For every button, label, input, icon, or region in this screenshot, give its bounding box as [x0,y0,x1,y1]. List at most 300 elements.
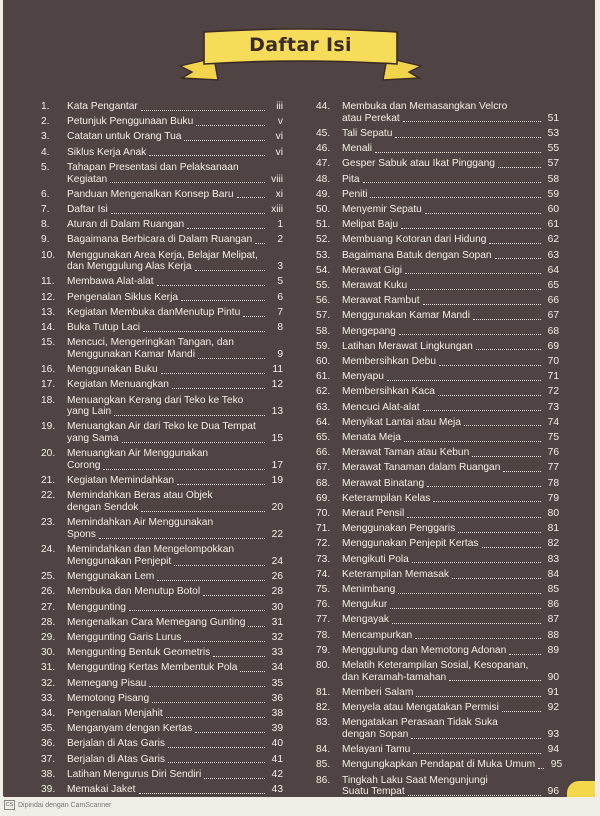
toc-entry-number: 3. [41,131,50,143]
toc-entry-title-line: Latihan Merawat Lingkungan [342,340,473,352]
toc-entry-title-line: Spons [67,529,96,541]
toc-entry-title-line: Mengatakan Perasaan Tidak Suka [342,717,498,729]
toc-entry [316,717,559,740]
toc-entry [316,204,559,216]
book-page [3,0,595,797]
toc-entry-title-line: Merawat Binatang [342,477,425,489]
toc-entry-number: 86. [316,774,331,786]
dot-leader [248,626,265,627]
toc-entry-page: 26 [271,571,283,583]
toc-entry [316,702,559,714]
dot-leader [495,258,541,259]
toc-entry [41,602,283,614]
toc-entry-title-line: Menggunakan Lem [67,571,155,583]
toc-entry [316,759,563,771]
toc-entry-title-line: Menggunakan Penjepit [67,556,172,567]
toc-entry-page: 83 [547,553,559,565]
toc-entry-title-line: Melipat Baju [342,219,399,231]
toc-entry-title-line: dengan Sopan [342,729,409,741]
toc-entry-number: 21. [41,475,56,487]
toc-entry [316,250,559,262]
toc-entry-title-line: Kata Pengantar [67,101,138,112]
toc-entry [316,234,559,246]
toc-entry-number: 44. [316,101,331,112]
dot-leader [412,562,541,563]
toc-entry-title-line: Menggunakan Kamar Mandi [67,348,195,360]
toc-entry [41,517,283,540]
toc-entry-title-line: dengan Sendok [67,502,139,514]
toc-entry-title-line: yang Sama [67,433,119,445]
toc-entry-page: 84 [547,568,559,580]
dot-leader [509,654,541,655]
dot-leader [502,711,541,712]
dot-leader [476,349,541,350]
dot-leader [439,365,541,366]
dot-leader [472,456,541,457]
toc-entry-title-line: Menganyam dengan Kertas [67,723,193,735]
toc-entry-number: 2. [41,116,50,128]
toc-entry-page: 71 [547,371,559,383]
toc-entry-number: 63. [316,401,331,413]
toc-entry-number: 53. [316,249,331,261]
dot-leader [489,243,541,244]
dot-leader [449,680,541,681]
toc-entry-title-line: Menuangkan Kerang dari Teko ke Teko [67,394,244,406]
toc-entry-page: 74 [547,416,559,428]
dot-leader [168,747,265,748]
toc-entry-title-line: Menyapu [342,371,384,383]
toc-entry [41,708,283,720]
toc-entry-number: 10. [41,249,56,261]
toc-entry-number: 28. [41,616,56,628]
toc-entry-number: 69. [316,492,331,504]
toc-entry-page: 89 [547,644,559,656]
toc-entry-page: 12 [271,379,283,391]
toc-entry-number: 36. [41,738,56,750]
toc-entry-number: 32. [41,677,56,689]
toc-entry-number: 13. [41,306,56,318]
toc-entry-number: 57. [316,310,331,322]
toc-entry-title-line: Membersihkan Debu [342,355,436,367]
toc-entry-page: 68 [547,325,559,337]
toc-entry-number: 55. [316,279,331,291]
toc-entry-title-line: Catatan untuk Orang Tua [67,131,182,143]
toc-entry [41,116,283,128]
dot-leader [413,753,541,754]
toc-entry-page: 86 [547,599,559,611]
toc-entry-page: 6 [277,291,283,303]
toc-entry-number: 37. [41,753,56,765]
toc-entry [316,265,559,277]
toc-entry-number: 17. [41,379,56,391]
toc-entry-page: 36 [271,692,283,704]
dot-leader [498,167,541,168]
toc-entry [41,784,283,796]
toc-entry-title-line: Mengepang [342,325,396,337]
dot-leader [152,702,265,703]
toc-entry-title-line: Memindahkan Air Menggunakan [67,517,214,529]
dot-leader [375,152,541,153]
dot-leader [166,717,265,718]
dot-leader [390,608,541,609]
toc-entry [41,162,283,185]
toc-entry-title-line: Membuka dan Memasangkan Velcro [342,101,508,112]
toc-entry-number: 71. [316,523,331,535]
toc-entry-page: 94 [547,744,559,756]
toc-entry-page: 66 [547,295,559,307]
dot-leader [213,656,265,657]
toc-entry-page: vi [275,146,283,158]
toc-entry-title-line: dan Menggulung Alas Kerja [67,261,192,273]
dot-leader [240,671,265,672]
toc-entry-title-line: Menggunakan Area Kerja, Belajar Melipat, [67,249,258,261]
toc-entry-number: 82. [316,702,331,714]
toc-entry-title-line: Membuka dan Menutup Botol [67,586,201,598]
toc-entry-title-line: Menggunting Kertas Membentuk Pola [67,662,238,674]
toc-entry-title-line: Corong [67,460,101,472]
toc-entry [41,307,283,319]
toc-entry-page: 67 [547,310,559,322]
toc-entry-page: 13 [271,406,283,418]
toc-entry [316,158,559,170]
toc-entry-title-line: Tahapan Presentasi dan Pelaksanaan [67,161,239,173]
toc-entry-number: 62. [316,386,331,398]
toc-entry-title-line: Merawat Gigi [342,264,403,276]
dot-leader [401,228,541,229]
toc-entry [41,101,283,113]
toc-entry [41,292,283,304]
toc-entry-number: 30. [41,647,56,659]
toc-entry-number: 1. [41,101,50,112]
toc-entry-number: 49. [316,188,331,200]
toc-column-left [41,101,283,797]
toc-entry-title-line: Memberi Salam [342,686,414,698]
toc-entry-number: 70. [316,507,331,519]
dot-leader [452,578,541,579]
toc-entry [41,204,283,216]
toc-entry-title-line: Keterampilan Kelas [342,492,431,504]
toc-entry-title-line: Menggunting [67,601,126,613]
toc-entry-title-line: Menimbang [342,584,396,595]
toc-entry-page: 19 [271,475,283,487]
toc-entry-page: 60 [547,203,559,215]
toc-entry [316,493,559,505]
toc-entry-number: 15. [41,337,56,349]
toc-entry-title-line: Memakai Jaket [67,784,136,796]
toc-entry-title-line: Menyemir Sepatu [342,203,422,215]
toc-entry-number: 38. [41,768,56,780]
toc-entry-title-line: Menata Meja [342,431,401,443]
toc-entry-page: 78 [547,477,559,489]
toc-entry-page: 20 [271,502,283,514]
toc-entry-page: 75 [547,431,559,443]
dot-leader [204,778,265,779]
toc-entry-number: 60. [316,355,331,367]
toc-entry [41,490,283,513]
toc-entry-page: 69 [547,340,559,352]
toc-entry-number: 68. [316,477,331,489]
toc-entry-page: 64 [547,264,559,276]
dot-leader [139,793,265,794]
toc-entry-page: 76 [547,447,559,459]
toc-entry-page: 17 [271,460,283,472]
toc-entry-number: 11. [41,276,55,288]
toc-entry-page: 15 [271,433,283,445]
toc-entry [316,295,559,307]
toc-entry [316,584,559,596]
toc-entry-title-line: Peniti [342,188,368,200]
dot-leader [398,593,541,594]
toc-entry-page: 41 [271,753,283,765]
toc-entry-number: 75. [316,584,331,595]
dot-leader [172,388,265,389]
dot-leader [411,738,541,739]
toc-entry [41,379,283,391]
dot-leader [237,197,265,198]
toc-entry-page: 82 [547,538,559,550]
toc-entry-title-line: Menuangkan Air dari Teko ke Dua Tempat [67,421,256,433]
page-title: Daftar Isi [249,34,352,56]
toc-entry [316,386,559,398]
toc-entry [316,310,559,322]
toc-entry-number: 7. [41,203,50,215]
toc-entry [41,617,283,629]
dot-leader [103,469,265,470]
toc-entry-title-line: Mengikuti Pola [342,553,409,565]
toc-entry-page: 24 [271,556,283,567]
toc-entry-number: 80. [316,660,331,672]
toc-entry [316,128,559,140]
dot-leader [203,595,265,596]
toc-entry-number: 16. [41,364,56,376]
dot-leader [157,285,265,286]
toc-entry-title-line: Menyela atau Mengatakan Permisi [342,702,499,714]
toc-entry [41,131,283,143]
toc-entry-title-line: Pita [342,173,360,185]
toc-entry-number: 73. [316,553,331,565]
toc-entry-page: 2 [277,234,283,246]
toc-entry [41,276,283,288]
toc-entry-page: xi [275,188,283,200]
toc-entry-page: 93 [547,729,559,741]
toc-entry-page: 87 [547,614,559,626]
toc-entry-page: 34 [271,662,283,674]
dot-leader [195,270,265,271]
toc-entry [316,775,559,797]
toc-entry-title-line: Melatih Keterampilan Sosial, Kesopanan, [342,660,529,672]
toc-entry-page: 53 [547,127,559,139]
toc-entry-page: v [277,116,283,128]
toc-entry-page: 40 [271,738,283,750]
toc-entry [41,678,283,690]
toc-entry-title-line: Siklus Kerja Anak [67,146,147,158]
toc-entry-page: 79 [547,492,559,504]
toc-entry [41,322,283,334]
toc-entry-page: 62 [547,234,559,246]
dot-leader [403,121,541,122]
toc-entry [316,554,559,566]
toc-entry-title-line: Mengukur [342,599,388,611]
dot-leader [111,213,265,214]
toc-entry-page: 96 [547,786,559,797]
toc-entry-page: 7 [277,306,283,318]
toc-entry [316,744,559,756]
toc-entry [41,693,283,705]
toc-entry-page: 30 [271,601,283,613]
toc-entry-number: 22. [41,490,56,502]
toc-entry-number: 19. [41,421,56,433]
toc-entry-title-line: Kegiatan [67,173,108,185]
toc-entry-title-line: Mencampurkan [342,629,413,641]
toc-entry-title-line: Menggunting Bentuk Geometris [67,647,211,659]
toc-entry-title-line: Kegiatan Membuka danMenutup Pintu [67,306,241,318]
toc-entry-title-line: Mengungkapkan Pendapat di Muka Umum [342,759,536,771]
dot-leader [114,415,265,416]
toc-entry-number: 4. [41,146,50,158]
toc-entry-page: 38 [271,708,283,720]
dot-leader [423,304,541,305]
toc-entry-title-line: Keterampilan Memasak [342,568,450,580]
toc-entry-number: 51. [316,219,331,231]
toc-entry [41,364,283,376]
dot-leader [404,441,541,442]
toc-entry-number: 54. [316,264,331,276]
toc-entry [41,662,283,674]
toc-entry-page: viii [271,173,283,185]
toc-entry [316,462,559,474]
toc-entry-number: 35. [41,723,56,735]
toc-entry [41,337,283,360]
dot-leader [157,580,265,581]
toc-entry [316,508,559,520]
dot-leader [187,228,265,229]
toc-entry-title-line: Menggunakan Penjepit Kertas [342,538,479,550]
toc-entry-title-line: Latihan Mengurus Diri Sendiri [67,768,202,780]
toc-entry-number: 14. [41,322,56,334]
toc-entry-number: 45. [316,127,331,139]
toc-entry-page: 61 [547,219,559,231]
dot-leader [503,471,541,472]
toc-entry-number: 83. [316,717,331,729]
toc-entry-page: 31 [271,616,283,628]
toc-entry-number: 65. [316,431,331,443]
corner-tab [567,781,595,797]
toc-entry [41,632,283,644]
toc-entry [41,571,283,583]
dot-leader [143,331,265,332]
toc-entry-title-line: Membuang Kotoran dari Hidung [342,234,487,246]
toc-entry-number: 5. [41,161,50,173]
toc-entry-title-line: Menggunakan Buku [67,364,158,376]
dot-leader [174,565,265,566]
dot-leader [425,213,541,214]
toc-entry-title-line: Melayani Tamu [342,744,411,756]
toc-entry-page: 51 [547,112,559,124]
toc-entry [316,101,559,124]
toc-entry-number: 20. [41,448,56,460]
dot-leader [99,538,265,539]
toc-entry [41,421,283,444]
dot-leader [243,316,265,317]
toc-entry-number: 47. [316,158,331,170]
toc-entry-title-line: Aturan di Dalam Ruangan [67,219,185,231]
toc-entry-title-line: atau Perekat [342,112,400,124]
toc-entry-title-line: Merawat Taman atau Kebun [342,447,470,459]
toc-entry-number: 58. [316,325,331,337]
toc-entry-title-line: Daftar Isi [67,203,108,215]
toc-entry-page: 3 [277,261,283,273]
dot-leader [438,395,541,396]
toc-entry [316,432,559,444]
toc-entry-title-line: Menggunakan Penggaris [342,523,456,535]
toc-entry-page: 73 [547,401,559,413]
toc-entry [41,544,283,567]
toc-entry-page: 80 [547,507,559,519]
toc-entry [316,599,559,611]
scanner-label: Dipindai dengan CamScanner [18,801,112,809]
toc-entry-title-line: Panduan Mengenalkan Konsep Baru [67,188,234,200]
dot-leader [370,197,541,198]
toc-entry-page: 39 [271,723,283,735]
toc-entry [316,371,559,383]
toc-entry-number: 27. [41,601,56,613]
toc-entry [316,341,559,353]
dot-leader [427,486,541,487]
toc-entry [316,356,559,368]
toc-entry [41,189,283,201]
toc-entry [41,723,283,735]
toc-entry [316,447,559,459]
toc-entry [41,647,283,659]
toc-entry [41,147,283,159]
toc-entry [316,660,559,683]
toc-entry-title-line: Menggunting Garis Lurus [67,632,182,644]
toc-entry-page: 88 [547,629,559,641]
toc-entry-number: 76. [316,599,331,611]
toc-entry-page: 32 [271,632,283,644]
toc-entry-title-line: Tali Sepatu [342,127,393,139]
toc-entry-title-line: dan Keramah-tamahan [342,671,447,683]
toc-entry-title-line: Merawat Tanaman dalam Ruangan [342,462,501,474]
toc-entry [316,538,559,550]
toc-entry-number: 85. [316,759,331,771]
toc-entry [316,569,559,581]
dot-leader [405,273,541,274]
toc-entry-title-line: Membersihkan Kaca [342,386,435,398]
toc-entry-number: 18. [41,394,56,406]
dot-leader [482,547,542,548]
toc-entry [316,219,559,231]
toc-entry [41,448,283,471]
toc-entry-title-line: Tingkah Laku Saat Mengunjungi [342,774,488,786]
toc-entry-number: 24. [41,544,56,556]
toc-entry [316,630,559,642]
toc-entry-number: 67. [316,462,331,474]
toc-entry-title-line: Mengenalkan Cara Memegang Gunting [67,616,246,628]
toc-entry-page: 11 [272,364,283,376]
toc-entry-number: 64. [316,416,331,428]
dot-leader [110,182,265,183]
toc-entry-title-line: Mencuci, Mengeringkan Tangan, dan [67,337,234,349]
dot-leader [458,532,541,533]
scanner-footer [4,800,111,810]
toc-entry [316,189,559,201]
toc-entry-title-line: Merawat Kuku [342,279,408,291]
dot-leader [395,137,541,138]
toc-entry-number: 52. [316,234,331,246]
dot-leader [392,623,541,624]
toc-entry-page: 90 [547,671,559,683]
